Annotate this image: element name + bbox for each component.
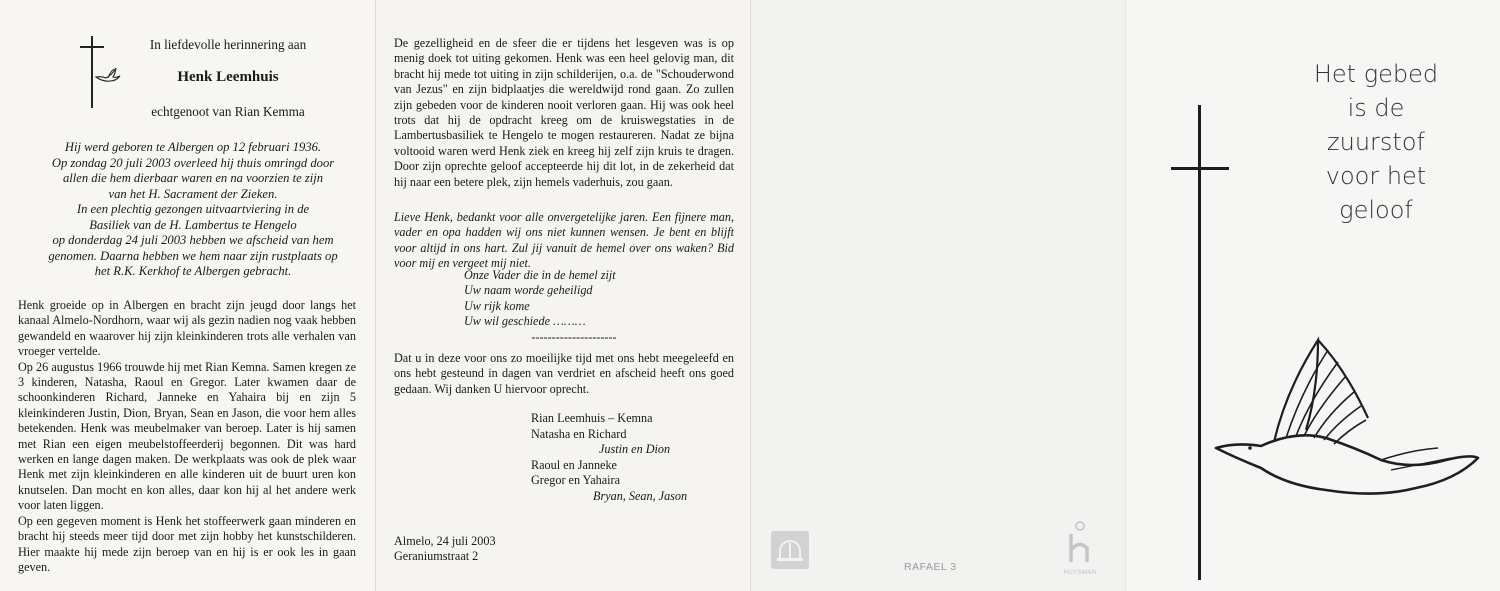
poem-line: Het gebed (1313, 60, 1439, 88)
card-panel-front (1125, 0, 1500, 591)
family-line: Raoul en Janneke (531, 457, 617, 472)
family-line: Justin en Dion (599, 442, 671, 457)
story-paragraph: De gezelligheid en de sfeer die er tijdens het lesgeven was is op menig doek tot uiting gekomen. Henk was een heel gelovig man, dit bracht hij mede tot uiting in zijn schilderijen, o.a. de "Schouderwond van Jezus" en zijn bidplaatjes die wereldwijd rond gaan. Zo zullen zijn gebeden voor de kinderen nooit verloren gaan. Hij was ook heel trots dat hij de opdracht kreeg om de kruiswegstaties in de Lambertusbasiliek te Hengelo te mogen restaureren. Nadat ze bijna voltooid waren werd Henk ziek en kreeg hij zelf zijn kruis te dragen. Door zijn oprechte geloof accepteerde hij dit lot, in de zekerheid dat hij naar een betere plek, zijn hemels vaderhuis, zou gaan. (394, 36, 734, 189)
biography-paragraph: Op een gegeven moment is Henk het stoffeerwerk gaan minderen en bracht hij steeds meer tijd door met zijn hobby het kunstschilderen. Hier maakte hij mede zijn beroep van en hij is er ook les in gaan geven. (18, 513, 356, 574)
place-date: Almelo, 24 juli 2003 (394, 534, 496, 548)
church-logo-icon (771, 531, 809, 569)
card-panel-inner (375, 0, 750, 591)
prayer-line: Uw rijk kome (464, 298, 530, 313)
obituary-italic-block (22, 140, 364, 280)
poem-line: zuurstof (1327, 128, 1425, 156)
obituary-line: Hij werd geboren te Albergen op 12 februari 1936. (64, 140, 322, 154)
obituary-line: op donderdag 24 juli 2003 hebben we afscheid van hem (52, 233, 334, 247)
poem-line: geloof (1339, 196, 1413, 224)
family-line: Bryan, Sean, Jason (593, 488, 688, 503)
family-signature (531, 411, 731, 505)
biography-block (18, 298, 356, 575)
street-address: Geraniumstraat 2 (394, 549, 479, 564)
obituary-line: allen die hem dierbaar waren en na voorzien te zijn (62, 171, 324, 185)
obituary-line: van het H. Sacrament der Zieken. (108, 186, 278, 201)
card-panel-left (0, 0, 375, 591)
divider-dashes: --------------------- (531, 330, 617, 344)
poem-text (1276, 57, 1476, 227)
intro-text: In liefdevolle herinnering aan (149, 37, 307, 52)
deceased-name: Henk Leemhuis (177, 69, 279, 85)
farewell-paragraph: Lieve Henk, bedankt voor alle onvergetelijke jaren. Een fijnere man, vader en opa hadden wij ons niet kunnen wensen. Je bent en blijft voor altijd in ons hart. Zul jij vanuit de hemel over ons waken? Bid voor mij en vergeet mij niet. (394, 210, 734, 271)
obituary-line: In een plechtig gezongen uitvaartviering in de (76, 202, 310, 216)
prayer-block (464, 268, 714, 330)
poem-line: is de (1347, 94, 1405, 122)
biography-paragraph: Henk groeide op in Albergen en bracht zijn jeugd door langs het kanaal Almelo-Nordhorn, waar wij als gezin nadien nog vaak hebben gewandeld en waarover hij zijn kleinkinderen trots alle verhalen van vroeger vertelde. (18, 298, 356, 359)
poem-line: voor het (1325, 162, 1427, 190)
prayer-line: Uw naam worde geheiligd (464, 283, 593, 298)
address-block (394, 534, 594, 565)
card-panel-back (750, 0, 1125, 591)
obituary-line: Basiliek van de H. Lambertus te Hengelo (89, 217, 297, 232)
family-line: Rian Leemhuis – Kemna (531, 411, 653, 425)
product-code: RAFAEL 3 (904, 561, 957, 573)
printer-logo-label: HUYSMAN (1063, 570, 1097, 576)
biography-paragraph: Op 26 augustus 1966 trouwde hij met Rian Kemna. Samen kregen ze 3 kinderen, Natasha, Raoul en Gregor. Later kwamen daar de schoonkinderen Richard, Janneke en Yahaira bij en zijn 5 kleinkinderen Justin, Dion, Bryan, Sean en Jason, die voor hem alles betekenden. Henk was meubelmaker van beroep. Later is hij samen met Rian een eigen meubelstoffeerderij begonnen. Dit was hard werken en lange dagen maken. De werkplaats was ook de plek waar Henk met zijn kleinkinderen en alle kinderen uit de buurt uren kon knutselen. Dan mocht en kon alles, daar kon hij al het andere werk voor laten liggen. (18, 359, 356, 513)
obituary-line: Op zondag 20 juli 2003 overleed hij thuis omringd door (51, 155, 335, 170)
dove-illustration-icon (1206, 330, 1486, 520)
thanks-paragraph: Dat u in deze voor ons zo moeilijke tijd met ons hebt meegeleefd en ons hebt gesteund in dagen van verdriet en afscheid heeft ons goed gedaan. Wij danken U hiervoor oprecht. (394, 351, 734, 396)
obituary-line: genomen. Daarna hebben we hem naar zijn rustplaats op (48, 248, 338, 263)
family-line: Natasha en Richard (531, 426, 627, 441)
obituary-line: het R.K. Kerkhof te Albergen gebracht. (94, 264, 292, 278)
prayer-line: Uw wil geschiede ……… (464, 314, 586, 329)
spouse-text: echtgenoot van Rian Kemma (151, 104, 305, 119)
prayer-line: Onze Vader die in de hemel zijt (464, 268, 616, 282)
family-line: Gregor en Yahaira (531, 473, 621, 488)
